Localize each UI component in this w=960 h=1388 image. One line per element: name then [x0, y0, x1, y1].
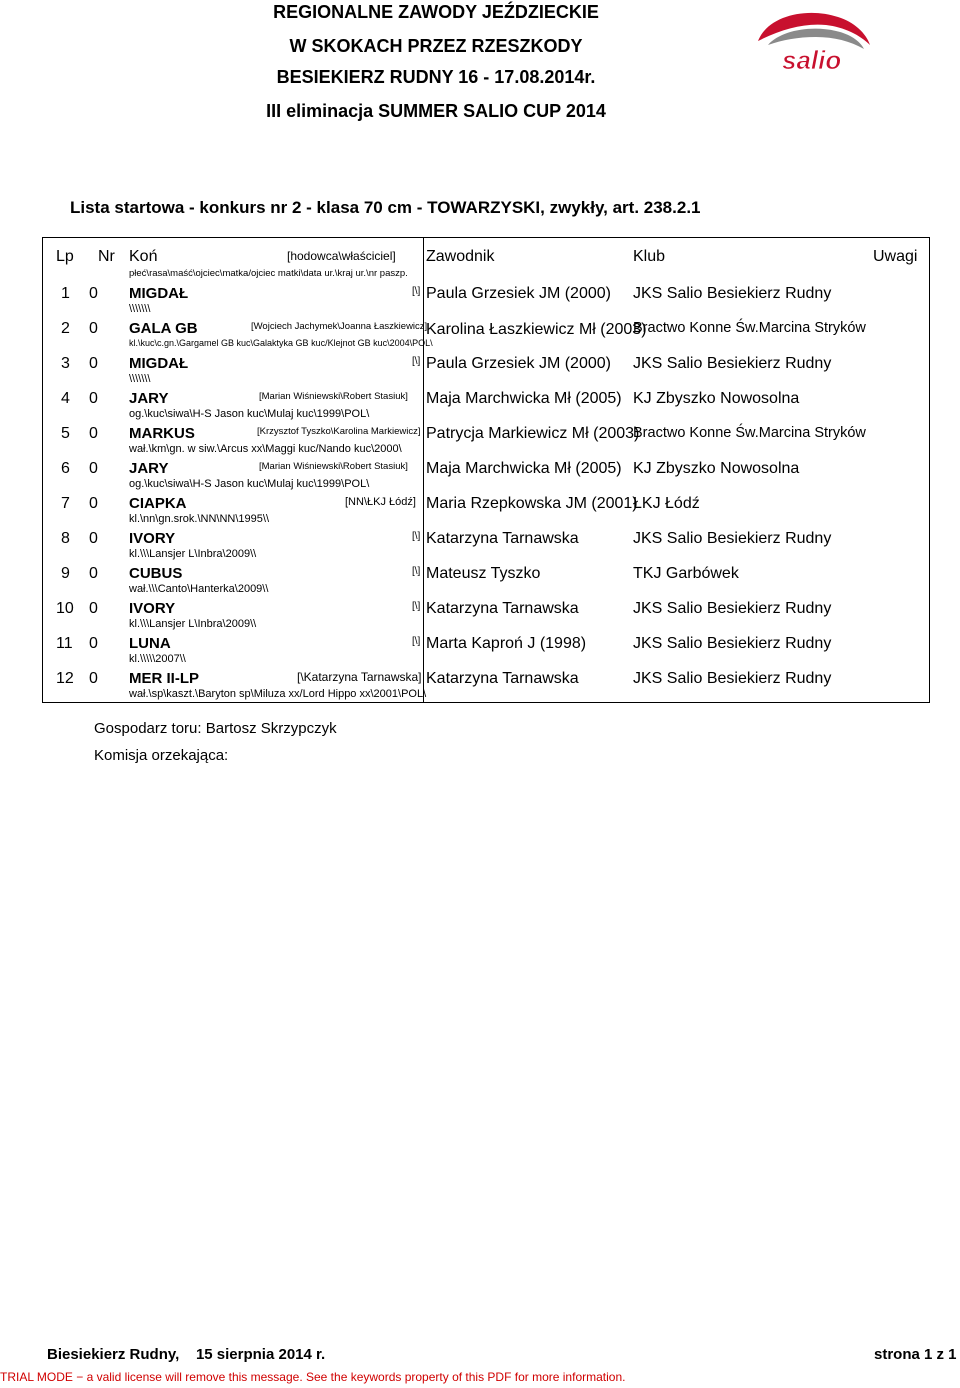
row-lp: 9 — [61, 565, 70, 582]
title-line-2: W SKOKACH PRZEZ RZESZKODY — [289, 36, 583, 56]
row-horse: JARY — [129, 390, 169, 407]
title-line-1: REGIONALNE ZAWODY JEŹDZIECKIE — [273, 2, 599, 22]
row-nr: 0 — [89, 670, 98, 687]
row-horse-details: kl.\nn\gn.srok.\NN\NN\1995\\ — [129, 513, 270, 525]
row-lp: 11 — [56, 635, 73, 652]
header-horse: Koń — [129, 248, 158, 265]
row-owner: [Wojciech Jachymek\Joanna Łaszkiewicz] — [251, 321, 428, 332]
row-lp: 6 — [61, 460, 70, 477]
row-horse-details: wał.\km\gn. w siw.\Arcus xx\Maggi kuc/Nando kuc\2000\ — [129, 443, 402, 455]
place-date: Biesiekierz Rudny, 15 sierpnia 2014 r. — [47, 1346, 326, 1363]
header-nr: Nr — [98, 248, 115, 265]
row-lp: 4 — [61, 390, 70, 407]
row-rider: Mateusz Tyszko — [426, 565, 541, 582]
row-nr: 0 — [89, 425, 98, 442]
startlist-subtitle: Lista startowa - konkurs nr 2 - klasa 70 cm - TOWARZYSKI, zwykły, art. 238.2.1 — [70, 198, 701, 217]
horse-head-logo-icon — [758, 13, 870, 49]
row-horse-details: kl.\\\\\2007\\ — [129, 653, 186, 665]
page-number: strona 1 z 1 — [874, 1346, 957, 1363]
row-lp: 12 — [56, 670, 74, 687]
row-lp: 5 — [61, 425, 70, 442]
row-owner: [NN\ŁKJ Łódź] — [345, 496, 416, 508]
row-owner: [\] — [412, 566, 421, 577]
row-rider: Maria Rzepkowska JM (2001) — [426, 495, 638, 512]
row-lp: 2 — [61, 320, 70, 337]
row-nr: 0 — [89, 600, 98, 617]
row-owner: [\Katarzyna Tarnawska] — [297, 670, 422, 684]
row-nr: 0 — [89, 530, 98, 547]
header-horse-details: płeć\rasa\maść\ojciec\matka/ojciec matki\data ur.\kraj ur.\nr paszp. — [129, 268, 408, 279]
column-divider — [423, 238, 424, 702]
svg-text:salio: salio — [782, 45, 842, 75]
row-rider: Maja Marchwicka Mł (2005) — [426, 460, 622, 477]
header-club: Klub — [633, 248, 666, 265]
row-club: Bractwo Konne Św.Marcina Stryków — [633, 425, 866, 441]
row-lp: 10 — [56, 600, 74, 617]
header-owner: [hodowca\właściciel] — [287, 249, 396, 263]
row-rider: Patrycja Markiewicz Mł (2003) — [426, 425, 640, 442]
row-club: KJ Zbyszko Nowosolna — [633, 460, 800, 477]
row-rider: Karolina Łaszkiewicz Mł (2003) — [426, 321, 647, 338]
row-horse: MIGDAŁ — [129, 355, 189, 372]
row-horse-details: wał.\\\Canto\Hanterka\2009\\ — [129, 583, 269, 595]
row-rider: Paula Grzesiek JM (2000) — [426, 355, 611, 372]
header-lp: Lp — [56, 248, 74, 265]
row-owner: [Marian Wiśniewski\Robert Stasiuk] — [259, 391, 408, 402]
row-rider: Katarzyna Tarnawska — [426, 530, 579, 547]
row-horse: IVORY — [129, 530, 176, 547]
row-nr: 0 — [89, 495, 98, 512]
salio-logo — [738, 5, 878, 77]
row-horse-details: og.\kuc\siwa\H-S Jason kuc\Mulaj kuc\1999\POL\ — [129, 478, 370, 490]
row-nr: 0 — [89, 460, 98, 477]
row-club: TKJ Garbówek — [633, 565, 739, 582]
row-owner: [Marian Wiśniewski\Robert Stasiuk] — [259, 461, 408, 472]
row-horse: MER II-LP — [129, 670, 199, 687]
row-lp: 7 — [61, 495, 70, 512]
row-club: JKS Salio Besiekierz Rudny — [633, 530, 832, 547]
row-horse: JARY — [129, 460, 169, 477]
startlist-table — [42, 237, 930, 703]
row-rider: Katarzyna Tarnawska — [426, 670, 579, 687]
row-owner: [Krzysztof Tyszko\Karolina Markiewicz] — [257, 426, 421, 437]
row-horse: MIGDAŁ — [129, 285, 189, 302]
title-line-3: BESIEKIERZ RUDNY 16 - 17.08.2014r. — [276, 67, 596, 87]
row-owner: [\] — [412, 286, 421, 297]
row-club: JKS Salio Besiekierz Rudny — [633, 635, 832, 652]
jury-label: Komisja orzekająca: — [94, 747, 229, 764]
row-horse: GALA GB — [129, 320, 198, 337]
row-horse-details: kl.\\\Lansjer L\Inbra\2009\\ — [129, 618, 257, 630]
row-club: JKS Salio Besiekierz Rudny — [633, 355, 832, 372]
row-club: ŁKJ Łódź — [633, 495, 700, 512]
row-nr: 0 — [89, 390, 98, 407]
title-line-4: III eliminacja SUMMER SALIO CUP 2014 — [266, 101, 606, 121]
row-nr: 0 — [89, 565, 98, 582]
row-owner: [\] — [412, 601, 421, 612]
row-horse-details: wał.\sp\kaszt.\Baryton sp\Miluza xx/Lord Hippo xx\2001\POL\ — [129, 688, 427, 700]
row-lp: 3 — [61, 355, 70, 372]
row-lp: 8 — [61, 530, 70, 547]
header-rider: Zawodnik — [426, 248, 495, 265]
row-rider: Katarzyna Tarnawska — [426, 600, 579, 617]
row-horse-details: \\\\\\\ — [129, 303, 151, 315]
row-lp: 1 — [61, 285, 70, 302]
row-horse: LUNA — [129, 635, 171, 652]
row-club: JKS Salio Besiekierz Rudny — [633, 600, 832, 617]
row-club: Bractwo Konne Św.Marcina Stryków — [633, 320, 866, 336]
row-nr: 0 — [89, 285, 98, 302]
row-nr: 0 — [89, 355, 98, 372]
row-club: JKS Salio Besiekierz Rudny — [633, 285, 832, 302]
row-owner: [\] — [412, 531, 421, 542]
row-rider: Marta Kaproń J (1998) — [426, 635, 587, 652]
row-horse-details: \\\\\\\ — [129, 373, 151, 385]
row-club: KJ Zbyszko Nowosolna — [633, 390, 800, 407]
row-rider: Paula Grzesiek JM (2000) — [426, 285, 611, 302]
row-owner: [\] — [412, 356, 421, 367]
row-horse-details: kl.\\\Lansjer L\Inbra\2009\\ — [129, 548, 257, 560]
row-club: JKS Salio Besiekierz Rudny — [633, 670, 832, 687]
row-horse: MARKUS — [129, 425, 195, 442]
row-owner: [\] — [412, 636, 421, 647]
row-horse: CUBUS — [129, 565, 183, 582]
course-designer: Gospodarz toru: Bartosz Skrzypczyk — [94, 720, 337, 737]
row-horse-details: og.\kuc\siwa\H-S Jason kuc\Mulaj kuc\1999\POL\ — [129, 408, 370, 420]
row-horse: CIAPKA — [129, 495, 187, 512]
header-remarks: Uwagi — [873, 248, 918, 265]
trial-mode-notice: TRIAL MODE − a valid license will remove this message. See the keywords property of this PDF for more information. — [0, 1370, 626, 1384]
row-horse-details: kl.\kuc\c.gn.\Gargamel GB kuc\Galaktyka GB kuc/Klejnot GB kuc\2004\POL\ — [129, 338, 433, 348]
row-nr: 0 — [89, 635, 98, 652]
row-horse: IVORY — [129, 600, 176, 617]
row-nr: 0 — [89, 320, 98, 337]
row-rider: Maja Marchwicka Mł (2005) — [426, 390, 622, 407]
